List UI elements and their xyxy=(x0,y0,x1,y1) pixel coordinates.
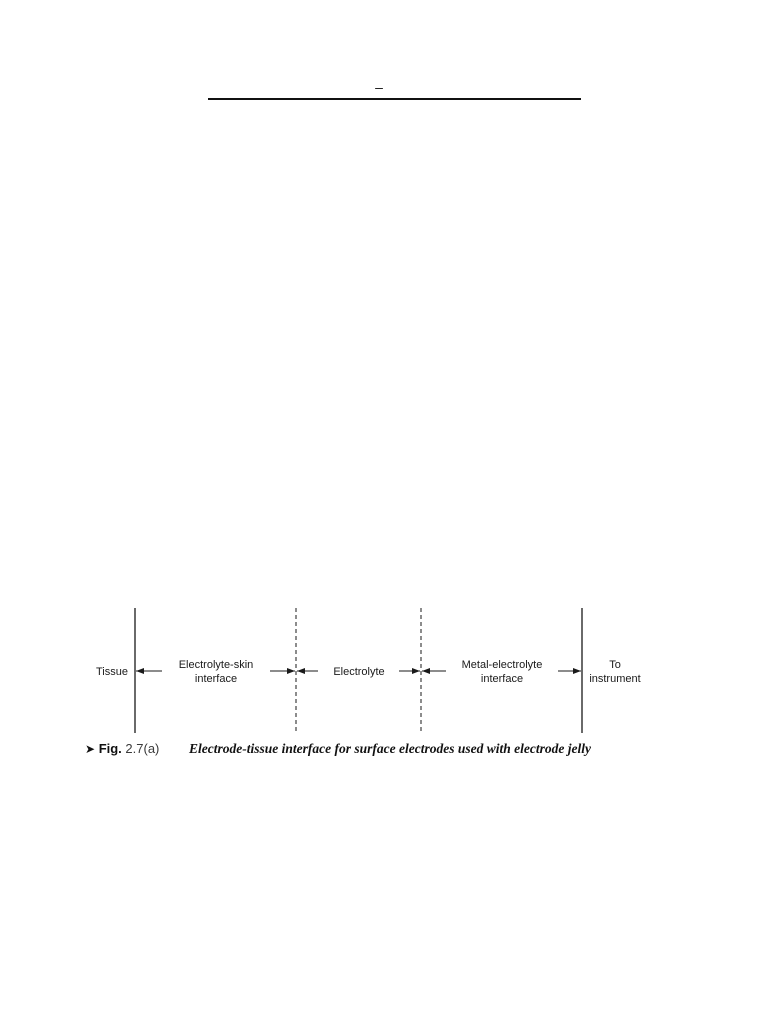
label-metal-electrolyte-line1: Metal-electrolyte xyxy=(461,659,543,671)
figure-caption xyxy=(85,741,591,757)
label-to-instrument-line1: To xyxy=(609,659,621,671)
label-electrolyte: Electrolyte xyxy=(333,666,385,678)
page-header-mark: – xyxy=(375,79,383,95)
label-electrolyte-skin-line1: Electrolyte-skin xyxy=(178,659,254,671)
caption-fig-word: Fig. xyxy=(98,741,122,756)
caption-fig-number: 2.7(a) xyxy=(125,741,160,756)
arrow-right-icon: ➤ xyxy=(85,742,96,756)
caption-title: Electrode-tissue interface for surface electrodes used with electrode jelly xyxy=(189,741,591,756)
label-metal-electrolyte-line2: interface xyxy=(480,673,524,685)
label-electrolyte-skin-line2: interface xyxy=(194,673,238,685)
label-to-instrument-line2: instrument xyxy=(589,673,641,685)
label-tissue: Tissue xyxy=(96,666,128,678)
